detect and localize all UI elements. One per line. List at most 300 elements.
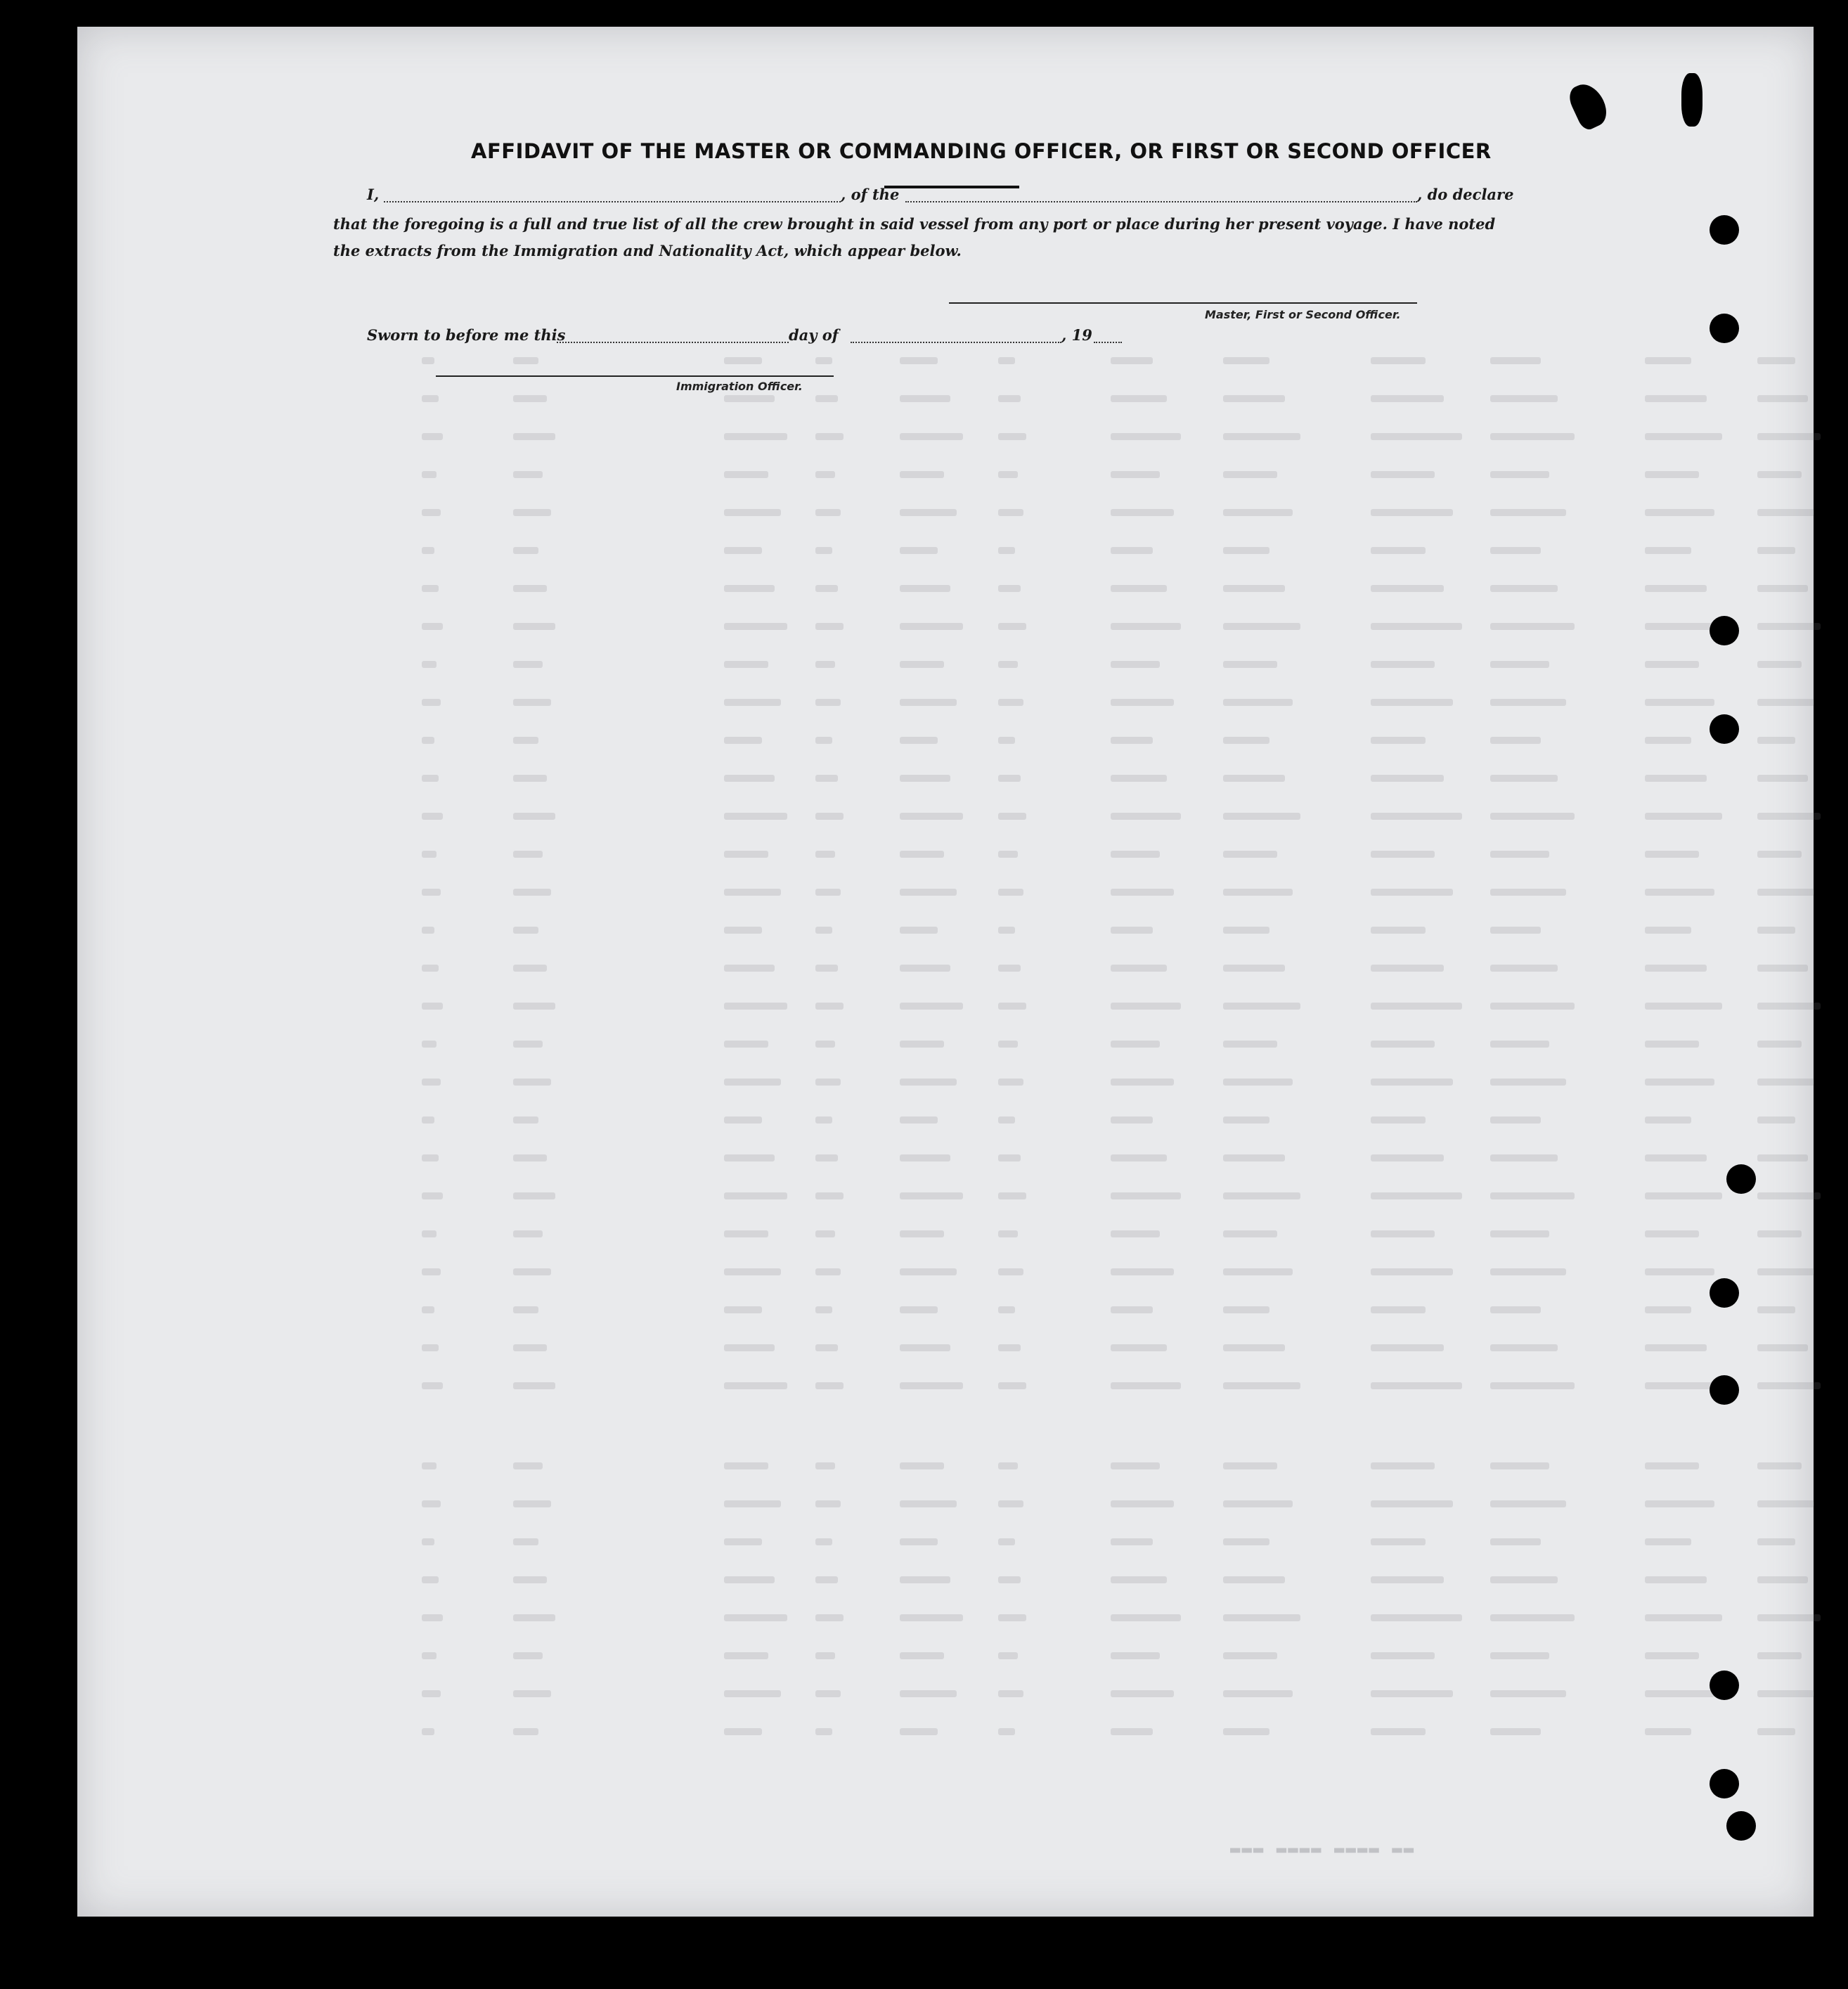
ghost-cell: [513, 927, 538, 934]
ghost-cell: [998, 585, 1021, 592]
ghost-cell: [1223, 1538, 1269, 1545]
ghost-cell: [422, 889, 441, 896]
ghost-cell: [1757, 509, 1814, 516]
ghost-cell: [513, 1041, 543, 1048]
ghost-cell: [513, 965, 547, 972]
ghost-cell: [1223, 1154, 1285, 1161]
ghost-cell: [1757, 851, 1802, 858]
ghost-cell: [1645, 1041, 1699, 1048]
ghost-cell: [1490, 775, 1558, 782]
ghost-cell: [1371, 1192, 1462, 1199]
ghost-cell: [1757, 1268, 1814, 1275]
ghost-cell: [422, 1003, 443, 1010]
ghost-cell: [815, 433, 844, 440]
ghost-cell: [1371, 585, 1444, 592]
ghost-cell: [1645, 889, 1714, 896]
ghost-cell: [1490, 1041, 1549, 1048]
ghost-cell: [422, 509, 441, 516]
ghost-row: [422, 813, 1848, 827]
ghost-cell: [815, 1462, 835, 1469]
ghost-cell: [815, 1306, 832, 1313]
ghost-cell: [1223, 661, 1277, 668]
ghost-cell: [1371, 889, 1453, 896]
ghost-cell: [998, 1462, 1018, 1469]
ghost-cell: [1490, 1728, 1541, 1735]
ghost-cell: [900, 889, 957, 896]
ghost-cell: [900, 509, 957, 516]
ghost-cell: [1757, 1003, 1821, 1010]
ghost-cell: [1757, 699, 1814, 706]
ghost-cell: [1223, 699, 1293, 706]
ghost-row: [422, 965, 1848, 979]
ghost-cell: [422, 1614, 443, 1621]
ghost-cell: [1645, 927, 1691, 934]
ghost-cell: [815, 1614, 844, 1621]
ghost-cell: [1757, 1500, 1814, 1507]
ghost-cell: [724, 1154, 775, 1161]
ghost-cell: [998, 1116, 1015, 1124]
sworn-label: Sworn to before me this: [367, 326, 566, 344]
ghost-cell: [513, 357, 538, 364]
ghost-cell: [1645, 509, 1714, 516]
ghost-cell: [1111, 661, 1160, 668]
ghost-cell: [724, 1192, 787, 1199]
ghost-cell: [1371, 1652, 1435, 1659]
ghost-cell: [815, 1500, 841, 1507]
ghost-cell: [1371, 1268, 1453, 1275]
ghost-cell: [1645, 1690, 1714, 1697]
ghost-cell: [724, 699, 781, 706]
ghost-cell: [1490, 965, 1558, 972]
ghost-cell: [513, 1462, 543, 1469]
ghost-cell: [1111, 699, 1174, 706]
ghost-cell: [998, 1003, 1026, 1010]
ghost-cell: [815, 547, 832, 554]
ghost-cell: [1645, 1003, 1722, 1010]
ghost-cell: [1757, 1576, 1808, 1583]
ghost-row: [422, 509, 1848, 523]
ghost-cell: [1111, 1344, 1167, 1351]
ghost-cell: [1371, 737, 1426, 744]
ghost-cell: [900, 395, 950, 402]
ghost-cell: [998, 889, 1023, 896]
ghost-cell: [1490, 927, 1541, 934]
ghost-row: [422, 699, 1848, 713]
ghost-cell: [1645, 813, 1722, 820]
ghost-cell: [724, 1003, 787, 1010]
ghost-cell: [815, 1344, 838, 1351]
ghost-cell: [998, 395, 1021, 402]
ghost-cell: [1645, 775, 1707, 782]
ghost-cell: [1757, 1116, 1795, 1124]
ghost-cell: [998, 1382, 1026, 1389]
ghost-cell: [998, 1079, 1023, 1086]
ghost-cell: [1111, 1382, 1181, 1389]
ghost-cell: [1223, 1116, 1269, 1124]
ghost-cell: [724, 395, 775, 402]
ghost-cell: [422, 1728, 434, 1735]
ghost-cell: [1371, 1500, 1453, 1507]
ghost-row: [422, 471, 1848, 485]
ghost-cell: [998, 1614, 1026, 1621]
ghost-cell: [815, 775, 838, 782]
ghost-cell: [815, 395, 838, 402]
ghost-cell: [1490, 737, 1541, 744]
ghost-cell: [724, 1116, 762, 1124]
ghost-cell: [1757, 927, 1795, 934]
bleed-through-crew-list: [77, 27, 1814, 1917]
ghost-cell: [1757, 357, 1795, 364]
ghost-cell: [422, 357, 434, 364]
ghost-cell: [1111, 1154, 1167, 1161]
ghost-cell: [998, 737, 1015, 744]
ghost-cell: [1371, 1576, 1444, 1583]
ghost-cell: [513, 1268, 551, 1275]
ghost-row: [422, 1003, 1848, 1017]
ghost-cell: [1645, 851, 1699, 858]
punch-hole: [1710, 714, 1739, 744]
ghost-cell: [1490, 699, 1566, 706]
ghost-cell: [1223, 1728, 1269, 1735]
ghost-row: [422, 1382, 1848, 1396]
ghost-cell: [900, 585, 950, 592]
ghost-cell: [1223, 1344, 1285, 1351]
ghost-cell: [724, 509, 781, 516]
ghost-cell: [1371, 965, 1444, 972]
ghost-cell: [1111, 1306, 1153, 1313]
ghost-cell: [1111, 1538, 1153, 1545]
ghost-cell: [1490, 889, 1566, 896]
punch-hole: [1710, 1375, 1739, 1405]
ghost-cell: [1371, 661, 1435, 668]
ghost-cell: [815, 699, 841, 706]
ghost-cell: [1757, 1690, 1814, 1697]
ghost-cell: [422, 1576, 439, 1583]
ghost-cell: [513, 1116, 538, 1124]
ghost-cell: [1757, 1652, 1802, 1659]
ghost-row: [422, 889, 1848, 903]
ghost-cell: [1490, 471, 1549, 478]
ghost-cell: [1757, 775, 1808, 782]
sworn-month-blank: [851, 342, 1061, 343]
ghost-cell: [815, 1041, 835, 1048]
ghost-cell: [815, 1079, 841, 1086]
ghost-row: [422, 1154, 1848, 1169]
ghost-cell: [1490, 1154, 1558, 1161]
punch-hole: [1710, 1278, 1739, 1308]
title-underline: [884, 186, 1019, 188]
ghost-cell: [1371, 509, 1453, 516]
ghost-cell: [998, 471, 1018, 478]
ghost-cell: [422, 471, 437, 478]
ghost-cell: [900, 661, 944, 668]
ghost-cell: [724, 1690, 781, 1697]
immigration-officer-line: [436, 375, 834, 377]
ghost-cell: [422, 1154, 439, 1161]
ghost-cell: [998, 1306, 1015, 1313]
ghost-cell: [900, 1154, 950, 1161]
ghost-cell: [1223, 509, 1293, 516]
ghost-cell: [724, 585, 775, 592]
ghost-cell: [1223, 1500, 1293, 1507]
ghost-row: [422, 1652, 1848, 1666]
punch-hole: [1726, 1811, 1756, 1841]
ghost-cell: [1223, 1079, 1293, 1086]
sworn-day-of: day of: [789, 326, 839, 344]
ghost-cell: [1757, 585, 1808, 592]
ghost-cell: [724, 851, 768, 858]
ghost-row: [422, 1690, 1848, 1704]
ghost-cell: [1645, 547, 1691, 554]
ghost-cell: [1223, 1614, 1300, 1621]
ghost-cell: [513, 661, 543, 668]
ghost-cell: [900, 965, 950, 972]
punch-hole: [1710, 215, 1739, 245]
ghost-cell: [815, 1576, 838, 1583]
ghost-cell: [1223, 1192, 1300, 1199]
ghost-cell: [422, 965, 439, 972]
ghost-cell: [422, 1079, 441, 1086]
ghost-cell: [724, 1538, 762, 1545]
declaration-line-3: the extracts from the Immigration and Nationality Act, which appear below.: [333, 242, 962, 259]
ghost-cell: [513, 585, 547, 592]
ghost-cell: [900, 813, 963, 820]
ghost-cell: [900, 1538, 938, 1545]
ghost-cell: [815, 1382, 844, 1389]
sworn-year-blank: [1094, 342, 1122, 343]
ghost-cell: [1757, 965, 1808, 972]
ghost-cell: [724, 357, 762, 364]
ghost-cell: [1490, 1382, 1575, 1389]
ghost-cell: [1490, 1306, 1541, 1313]
ghost-cell: [900, 1500, 957, 1507]
ghost-cell: [724, 471, 768, 478]
ghost-cell: [1371, 775, 1444, 782]
punch-hole: [1710, 1671, 1739, 1700]
ghost-cell: [1223, 471, 1277, 478]
ghost-cell: [1490, 1462, 1549, 1469]
ghost-row: [422, 927, 1848, 941]
ghost-cell: [1223, 965, 1285, 972]
ghost-row: [422, 1079, 1848, 1093]
declaration-i: I,: [367, 186, 380, 203]
ghost-cell: [422, 775, 439, 782]
ghost-cell: [1645, 661, 1699, 668]
ghost-cell: [1223, 357, 1269, 364]
ghost-cell: [998, 661, 1018, 668]
ghost-cell: [998, 1728, 1015, 1735]
ghost-cell: [1371, 1154, 1444, 1161]
ghost-cell: [513, 1500, 551, 1507]
ghost-cell: [422, 1268, 441, 1275]
ghost-cell: [1111, 357, 1153, 364]
ghost-row: [422, 1306, 1848, 1320]
ghost-row: [422, 357, 1848, 371]
ghost-cell: [1645, 965, 1707, 972]
ghost-cell: [513, 1230, 543, 1237]
ghost-cell: [513, 1614, 555, 1621]
ghost-cell: [1223, 927, 1269, 934]
ghost-cell: [1757, 395, 1808, 402]
ghost-cell: [1111, 1230, 1160, 1237]
ghost-cell: [1645, 471, 1699, 478]
ghost-cell: [1111, 851, 1160, 858]
ghost-cell: [998, 699, 1023, 706]
ghost-row: [422, 1462, 1848, 1476]
ghost-row: [422, 737, 1848, 751]
ghost-row: [422, 1538, 1848, 1552]
ghost-cell: [1757, 1462, 1802, 1469]
ghost-cell: [815, 1003, 844, 1010]
ghost-cell: [724, 1462, 768, 1469]
ghost-cell: [815, 813, 844, 820]
ghost-cell: [1111, 1728, 1153, 1735]
ghost-cell: [1223, 395, 1285, 402]
ghost-cell: [900, 1306, 938, 1313]
master-signature-line: [949, 302, 1417, 304]
ghost-cell: [513, 1728, 538, 1735]
document-page: [77, 27, 1814, 1917]
ghost-cell: [724, 737, 762, 744]
ghost-cell: [1111, 1614, 1181, 1621]
ghost-cell: [1223, 433, 1300, 440]
ghost-cell: [1111, 1690, 1174, 1697]
ghost-cell: [815, 1690, 841, 1697]
ghost-cell: [513, 737, 538, 744]
ghost-cell: [1490, 1003, 1575, 1010]
ghost-cell: [1371, 1079, 1453, 1086]
ghost-cell: [998, 509, 1023, 516]
ghost-cell: [998, 547, 1015, 554]
ghost-cell: [998, 813, 1026, 820]
ghost-cell: [998, 1576, 1021, 1583]
ghost-row: [422, 1192, 1848, 1206]
ghost-row: [422, 775, 1848, 789]
ghost-cell: [1645, 699, 1714, 706]
ghost-cell: [815, 1116, 832, 1124]
ghost-cell: [724, 889, 781, 896]
ghost-cell: [724, 927, 762, 934]
ghost-cell: [724, 1382, 787, 1389]
ghost-cell: [1371, 927, 1426, 934]
ghost-cell: [422, 433, 443, 440]
ghost-cell: [815, 965, 838, 972]
ghost-cell: [900, 1614, 963, 1621]
ghost-cell: [1111, 1652, 1160, 1659]
sworn-date-blank: [557, 342, 789, 343]
punch-hole: [1710, 1769, 1739, 1798]
ghost-row: [422, 1576, 1848, 1590]
ghost-cell: [1645, 1116, 1691, 1124]
ghost-cell: [1111, 775, 1167, 782]
ghost-cell: [1111, 1268, 1174, 1275]
declaration-do-declare: , do declare: [1417, 186, 1514, 203]
ghost-cell: [1757, 471, 1802, 478]
ghost-cell: [900, 927, 938, 934]
ghost-cell: [1371, 1462, 1435, 1469]
ghost-cell: [1490, 1230, 1549, 1237]
ghost-cell: [1111, 737, 1153, 744]
ghost-cell: [1645, 1230, 1699, 1237]
ghost-cell: [422, 623, 443, 630]
punch-hole: [1726, 1164, 1756, 1194]
ghost-cell: [422, 737, 434, 744]
ghost-cell: [1223, 889, 1293, 896]
ghost-cell: [1490, 1268, 1566, 1275]
ghost-cell: [422, 927, 434, 934]
ghost-cell: [1645, 395, 1707, 402]
ghost-cell: [1371, 813, 1462, 820]
ghost-cell: [1223, 813, 1300, 820]
ghost-cell: [900, 1652, 944, 1659]
ghost-cell: [815, 1192, 844, 1199]
ghost-cell: [1223, 1268, 1293, 1275]
ghost-cell: [422, 1041, 437, 1048]
ghost-cell: [900, 471, 944, 478]
ghost-cell: [1490, 1614, 1575, 1621]
ghost-cell: [1111, 1500, 1174, 1507]
ghost-row: [422, 547, 1848, 561]
ghost-cell: [724, 1079, 781, 1086]
ghost-cell: [513, 471, 543, 478]
ghost-cell: [1111, 1192, 1181, 1199]
ghost-cell: [1490, 813, 1575, 820]
ghost-cell: [513, 623, 555, 630]
ghost-cell: [513, 1003, 555, 1010]
ghost-cell: [998, 1690, 1023, 1697]
ghost-cell: [1757, 1614, 1821, 1621]
ghost-cell: [1757, 1041, 1802, 1048]
ghost-cell: [998, 433, 1026, 440]
ghost-cell: [900, 1382, 963, 1389]
ghost-cell: [1757, 1192, 1821, 1199]
ghost-cell: [724, 1041, 768, 1048]
ghost-cell: [513, 1652, 543, 1659]
ghost-cell: [724, 1268, 781, 1275]
ghost-cell: [513, 889, 551, 896]
ghost-cell: [1490, 509, 1566, 516]
ghost-cell: [422, 699, 441, 706]
ghost-cell: [1223, 623, 1300, 630]
ghost-cell: [815, 1268, 841, 1275]
ghost-cell: [900, 1116, 938, 1124]
ghost-cell: [1371, 1614, 1462, 1621]
ghost-cell: [422, 1382, 443, 1389]
ghost-cell: [1645, 433, 1722, 440]
ghost-cell: [1111, 471, 1160, 478]
ghost-cell: [1111, 395, 1167, 402]
ghost-cell: [900, 851, 944, 858]
ghost-cell: [1223, 1003, 1300, 1010]
ghost-cell: [724, 433, 787, 440]
ghost-cell: [1645, 1614, 1722, 1621]
ghost-cell: [998, 775, 1021, 782]
ghost-cell: [815, 661, 835, 668]
ghost-cell: [422, 1652, 437, 1659]
ghost-cell: [1111, 433, 1181, 440]
ghost-cell: [513, 1154, 547, 1161]
ghost-cell: [998, 1230, 1018, 1237]
ghost-cell: [900, 1344, 950, 1351]
ghost-cell: [1223, 775, 1285, 782]
ghost-cell: [1371, 1306, 1426, 1313]
ghost-cell: [1371, 1538, 1426, 1545]
ghost-cell: [1223, 1652, 1277, 1659]
ghost-cell: [1757, 813, 1821, 820]
ghost-cell: [900, 1192, 963, 1199]
ghost-cell: [1490, 433, 1575, 440]
ghost-cell: [513, 1079, 551, 1086]
